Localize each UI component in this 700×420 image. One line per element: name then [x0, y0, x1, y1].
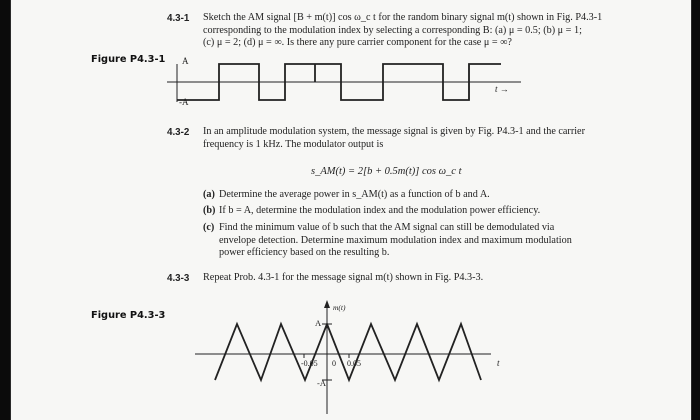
item-line: Determine the average power in s_AM(t) as a function of b and A. [219, 189, 490, 200]
neg-amplitude-label: -A [317, 378, 326, 388]
problem-line: (c) μ = 2; (d) μ = ∞. Is there any pure carrier component for the case μ = ∞? [203, 37, 512, 48]
neg-amplitude-label: -A [179, 97, 189, 107]
item-marker: (c) [203, 222, 215, 233]
problem-line: frequency is 1 kHz. The modulator output is [203, 138, 384, 150]
modulator-equation: s_AM(t) = 2[b + 0.5m(t)] cos ω_c t [311, 166, 462, 177]
list-item [203, 205, 643, 219]
figure-p4-3-1 [161, 52, 541, 112]
item-marker: (b) [203, 205, 216, 216]
figure-label: Figure P4.3-1 [91, 54, 166, 65]
textbook-page [10, 0, 692, 420]
problem-text [203, 272, 483, 285]
tick-label-neg: -0.05 [301, 359, 318, 368]
item-line: If b = A, determine the modulation index and the modulation power efficiency. [219, 205, 541, 216]
problem-text [203, 126, 585, 151]
list-item [203, 189, 643, 203]
y-axis-label: m(t) [333, 303, 346, 312]
figure-label: Figure P4.3-3 [91, 310, 166, 321]
y-axis-arrow [324, 300, 330, 308]
figure-p4-3-3 [191, 296, 511, 416]
problem-number: 4.3-1 [167, 13, 190, 24]
item-line: envelope detection. Determine maximum modulation index and maximum modulation [219, 234, 572, 246]
amplitude-label: A [182, 56, 189, 66]
time-axis-label: t [497, 358, 500, 368]
problem-text [203, 12, 602, 50]
item-marker: (a) [203, 189, 215, 200]
problem-line: In an amplitude modulation system, the message signal is given by Fig. P4.3-1 and the carrier [203, 126, 585, 137]
item-line: Find the minimum value of b such that the AM signal can still be demodulated via [219, 222, 555, 233]
problem-line: Repeat Prob. 4.3-1 for the message signal m(t) shown in Fig. P4.3-3. [203, 272, 484, 283]
problem-line: Sketch the AM signal [B + m(t)] cos ω_c t for the random binary signal m(t) shown in Fig. P4.3-1 [203, 12, 603, 23]
item-line: power efficiency based on the resulting b. [219, 247, 390, 258]
list-item [203, 222, 643, 262]
amplitude-label: A [315, 318, 322, 328]
tick-label-pos: 0.05 [347, 359, 361, 368]
triangular-waveform [215, 324, 481, 380]
problem-line: corresponding to the modulation index by selecting a corresponding B: (a) μ = 0.5; (b) μ = 1; [203, 24, 582, 36]
tick-label-zero: 0 [332, 359, 336, 368]
time-axis-label: t → [495, 84, 509, 94]
problem-number: 4.3-3 [167, 273, 190, 284]
problem-number: 4.3-2 [167, 127, 190, 138]
